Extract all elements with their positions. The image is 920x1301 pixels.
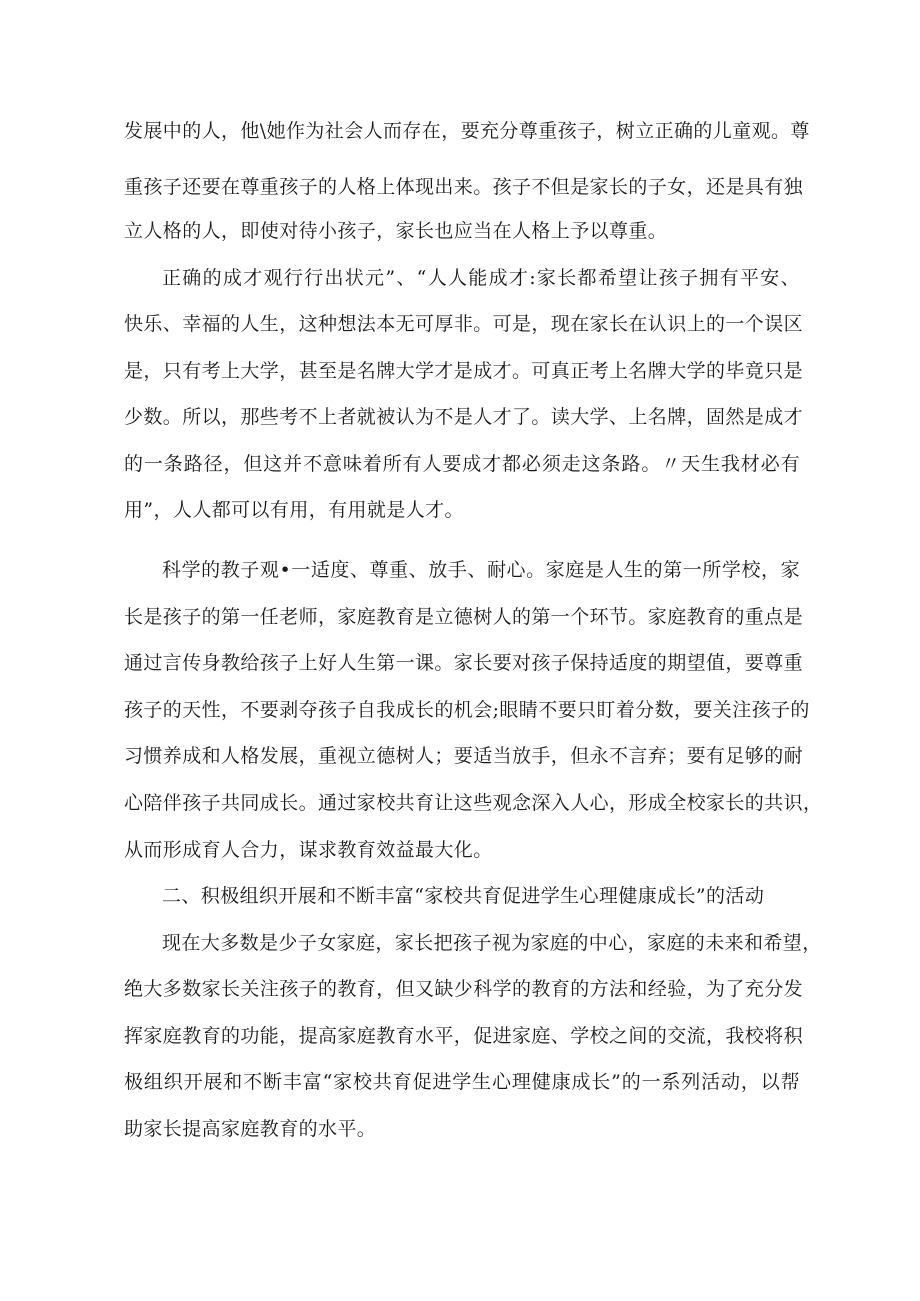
paragraph-3-line-1: 科学的教子观•一适度、尊重、放手、耐心。家庭是人生的第一所学校，家 — [162, 559, 800, 581]
paragraph-5-line-5: 助家长提高家庭教育的水平。 — [124, 1118, 377, 1140]
paragraph-3-line-4: 孩子的天性，不要剥夺孩子自我成长的机会;眼睛不要只盯着分数，要关注孩子的 — [124, 699, 810, 721]
paragraph-3-line-3: 通过言传身教给孩子上好人生第一课。家长要对孩子保持适度的期望值，要尊重 — [124, 652, 804, 674]
paragraph-5-line-2: 绝大多数家长关注孩子的教育，但又缺少科学的教育的方法和经验，为了充分发 — [124, 978, 804, 1000]
paragraph-2-line-4: 少数。所以，那些考不上者就被认为不是人才了。读大学、上名牌，固然是成才 — [124, 406, 804, 428]
paragraph-5-line-1: 现在大多数是少子女家庭，家长把孩子视为家庭的中心，家庭的未来和希望， — [162, 932, 822, 954]
paragraph-5-line-3: 挥家庭教育的功能，提高家庭教育水平，促进家庭、学校之间的交流，我校将积 — [124, 1025, 804, 1047]
paragraph-2-line-3: 是，只有考上大学，甚至是名牌大学才是成才。可真正考上名牌大学的毕竟只是 — [124, 360, 804, 382]
paragraph-2-line-1: 正确的成才观行行出状元”、“人人能成才:家长都希望让孩子拥有平安、 — [162, 267, 800, 289]
paragraph-2-line-6: 用”，人人都可以有用，有用就是人才。 — [124, 499, 464, 521]
paragraph-3-line-5: 习惯养成和人格发展，重视立德树人；要适当放手，但永不言弃；要有足够的耐 — [124, 745, 804, 767]
paragraph-3-line-6: 心陪伴孩子共同成长。通过家校共育让这些观念深入人心，形成全校家长的共识， — [124, 792, 823, 814]
paragraph-3-line-7: 从而形成育人合力，谋求教育效益最大化。 — [124, 839, 493, 861]
section-heading: 二、积极组织开展和不断丰富“家校共育促进学生心理健康成长”的活动 — [162, 885, 765, 907]
paragraph-1-line-3: 立人格的人，即使对待小孩子，家长也应当在人格上予以尊重。 — [124, 220, 668, 242]
paragraph-5-line-4: 极组织开展和不断丰富“家校共育促进学生心理健康成长”的一系列活动，以帮 — [124, 1071, 800, 1093]
paragraph-2-line-2: 快乐、幸福的人生，这种想法本无可厚非。可是，现在家长在认识上的一个误区 — [124, 313, 804, 335]
paragraph-1-line-2: 重孩子还要在尊重孩子的人格上体现出来。孩子不但是家长的子女，还是具有独 — [124, 176, 804, 198]
paragraph-2-line-5: 的一条路径，但这并不意味着所有人要成才都必须走这条路。〃天生我材必有 — [124, 453, 800, 475]
paragraph-3-line-2: 长是孩子的第一任老师，家庭教育是立德树人的第一个环节。家庭教育的重点是 — [124, 606, 804, 628]
paragraph-1-line-1: 发展中的人，他\她作为社会人而存在，要充分尊重孩子，树立正确的儿童观。尊 — [124, 120, 810, 142]
